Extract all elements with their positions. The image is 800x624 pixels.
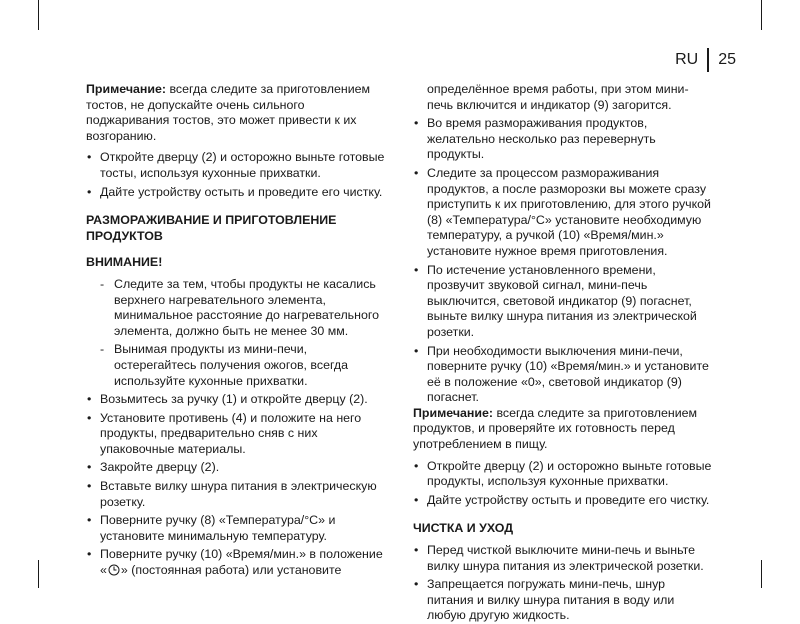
list-item: • Во время размораживания продуктов, желательно несколько раз перевернуть продукты. bbox=[413, 116, 713, 163]
list-item: • Установите противень (4) и положите на него продукты, предварительно сняв с них упаковочные материалы. bbox=[86, 411, 386, 458]
page-number: 25 bbox=[718, 51, 736, 68]
list-item: • Поверните ручку (8) «Температура/°С» и установите минимальную температуру. bbox=[86, 513, 386, 544]
list-item: • Дайте устройству остыть и проведите его чистку. bbox=[86, 185, 386, 201]
right-column bbox=[413, 82, 713, 624]
page-header bbox=[675, 48, 736, 72]
bullet-list bbox=[86, 392, 386, 579]
crop-mark-top-right bbox=[761, 0, 762, 30]
list-item: • При необходимости выключения мини-печи, поверните ручку (10) «Время/мин.» и установите её в положение «0», световой индикатор (9) погаснет. bbox=[413, 344, 713, 406]
list-item: • Откройте дверцу (2) и осторожно выньте готовые тосты, используя кухонные прихватки. bbox=[86, 150, 386, 181]
bullet-list bbox=[413, 543, 713, 624]
list-item-text: » (постоянная работа) или установите bbox=[120, 563, 342, 578]
crop-mark-bottom-left bbox=[38, 560, 39, 588]
bullet-list bbox=[413, 116, 713, 406]
note-label: Примечание: bbox=[413, 405, 494, 420]
note-paragraph bbox=[413, 406, 713, 453]
list-item: • Закройте дверцу (2). bbox=[86, 460, 386, 476]
left-column bbox=[86, 82, 386, 579]
list-item: • Следите за процессом размораживания продуктов, а после разморозки вы можете сразу приступить к их приготовлению, для этого ручкой (8) «Температура/°С» установите необходимую температуру, а ручкой (10) «Время/мин.» установите нужное время приготовления. bbox=[413, 166, 713, 260]
list-item-text: Поверните ручку (10) «Время/мин.» в положение « bbox=[100, 547, 383, 578]
language-code: RU bbox=[675, 51, 699, 68]
section-heading: РАЗМОРАЖИВАНИЕ И ПРИГОТОВЛЕНИЕ ПРОДУКТОВ bbox=[86, 213, 337, 243]
warning-heading: ВНИМАНИЕ! bbox=[86, 255, 163, 270]
section-heading: ЧИСТКА И УХОД bbox=[413, 521, 514, 536]
list-item: • Возьмитесь за ручку (1) и откройте дверцу (2). bbox=[86, 392, 386, 408]
list-item: • Дайте устройству остыть и проведите его чистку. bbox=[413, 493, 713, 509]
bullet-list bbox=[413, 459, 713, 509]
list-item: • Перед чисткой выключите мини-печь и выньте вилку шнура питания из электрической розетки. bbox=[413, 543, 713, 574]
note-text: всегда следите за приготовлением продуктов, и проверяйте их готовность перед употреблением в пищу. bbox=[413, 405, 698, 452]
list-item: • Вставьте вилку шнура питания в электрическую розетку. bbox=[86, 479, 386, 510]
list-item: - Следите за тем, чтобы продукты не касались верхнего нагревательного элемента, минимальное расстояние до нагревательного элемента, должно быть не менее 30 мм. bbox=[86, 277, 386, 339]
dash-list bbox=[86, 277, 386, 389]
note-label: Примечание: bbox=[86, 82, 167, 96]
continued-text: определённое время работы, при этом мини-печь включится и индикатор (9) загорится. bbox=[427, 82, 689, 112]
crop-mark-bottom-right bbox=[761, 560, 762, 588]
crop-mark-top-left bbox=[38, 0, 39, 30]
list-item: • По истечение установленного времени, прозвучит звуковой сигнал, мини-печь выключится, световой индикатор (9) погаснет, выньте вилку шнура питания из электрической розетки. bbox=[413, 263, 713, 341]
note-paragraph bbox=[86, 82, 386, 144]
list-item bbox=[86, 547, 386, 578]
list-item: • Запрещается погружать мини-печь, шнур питания и вилку шнура питания в воду или любую другую жидкость. bbox=[413, 577, 713, 624]
list-item: • Откройте дверцу (2) и осторожно выньте готовые продукты, используя кухонные прихватки. bbox=[413, 459, 713, 490]
clock-icon bbox=[108, 564, 120, 576]
list-item: - Вынимая продукты из мини-печи, остерегайтесь получения ожогов, всегда используйте кухонные прихватки. bbox=[86, 342, 386, 389]
bullet-list bbox=[86, 150, 386, 200]
note-text: всегда следите за приготовлением тостов, не допускайте очень сильного поджаривания тостов, это может привести к их возгоранию. bbox=[86, 82, 371, 143]
